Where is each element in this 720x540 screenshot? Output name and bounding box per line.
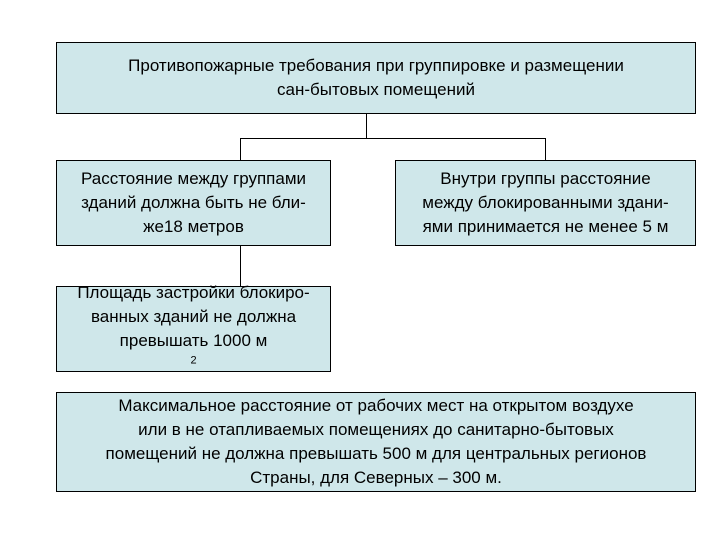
node-bottom-line4: Страны, для Северных – 300 м. [250, 468, 502, 487]
connector-horizontal [240, 138, 546, 139]
node-left-line2: зданий должна быть не бли- [81, 193, 306, 212]
node-right-line2: между блокированными здани- [422, 193, 669, 212]
node-right-line1: Внутри группы расстояние [440, 169, 651, 188]
connector-right-drop [545, 138, 546, 160]
node-building-area [56, 283, 331, 372]
node-fire-requirements-title [56, 42, 696, 114]
node-left-line1: Расстояние между группами [80, 169, 307, 188]
node-area-line2: ванных зданий не должна [90, 307, 297, 326]
node-area-line3-text: превышать 1000 м [119, 331, 268, 350]
node-bottom-line1: Максимальное расстояние от рабочих мест на открытом воздухе [118, 396, 634, 415]
node-bottom-line3: помещений не должна превышать 500 м для центральных регионов [105, 444, 647, 463]
node-bottom-line2: или в не отапливаемых помещениях до санитарно-бытовых [138, 420, 614, 439]
node-title-line1: Противопожарные требования при группировке и размещении [128, 56, 624, 75]
node-distance-between-groups [56, 160, 331, 246]
node-left-line3: же18 метров [143, 217, 244, 236]
node-right-line3: ями принимается не менее 5 м [422, 217, 669, 236]
node-distance-inside-group [395, 160, 696, 246]
node-max-distance-workplaces [56, 392, 696, 492]
node-area-line3 [77, 329, 309, 377]
connector-top-vertical [366, 114, 367, 138]
node-title-line2: сан-бытовых помещений [277, 80, 475, 99]
node-area-line1: Площадь застройки блокиро- [77, 283, 310, 302]
node-area-superscript: 2 [190, 354, 197, 367]
connector-left-drop [240, 138, 241, 160]
connector-left-to-area [240, 246, 241, 286]
